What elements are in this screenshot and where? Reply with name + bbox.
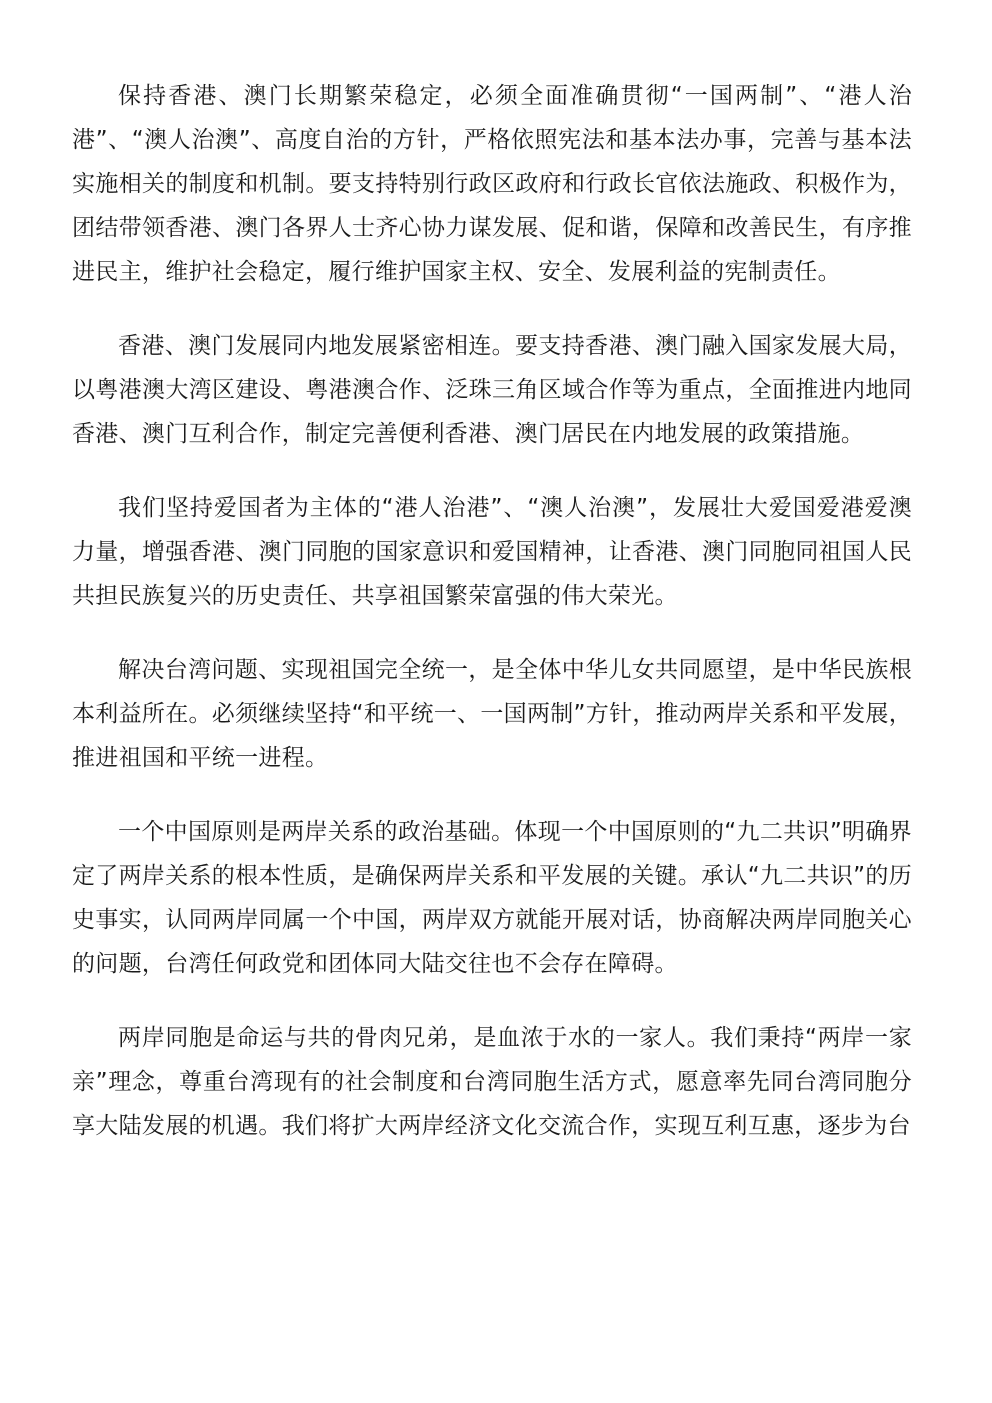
paragraph-taiwan-reunification: 解决台湾问题、实现祖国完全统一，是全体中华儿女共同愿望，是中华民族根本利益所在。必须继续坚持“和平统一、一国两制”方针，推动两岸关系和平发展，推进祖国和平统一进程。 [72, 657, 912, 771]
paragraph-hk-macao-stability: 保持香港、澳门长期繁荣稳定，必须全面准确贯彻“一国两制”、“港人治港”、“澳人治澳”、高度自治的方针，严格依照宪法和基本法办事，完善与基本法实施相关的制度和机制。要支持特别行政区政府和行政长官依法施政、积极作为，团结带领香港、澳门各界人士齐心协力谋发展、促和谐，保障和改善民生，有序推进民主，维护社会稳定，履行维护国家主权、安全、发展利益的宪制责任。 [72, 83, 912, 285]
paragraph-one-china-principle: 一个中国原则是两岸关系的政治基础。体现一个中国原则的“九二共识”明确界定了两岸关系的根本性质，是确保两岸关系和平发展的关键。承认“九二共识”的历史事实，认同两岸同属一个中国，两岸双方就能开展对话，协商解决两岸同胞关心的问题，台湾任何政党和团体同大陆交往也不会存在障碍。 [72, 819, 912, 977]
paragraph-patriots-governance: 我们坚持爱国者为主体的“港人治港”、“澳人治澳”，发展壮大爱国爱港爱澳力量，增强香港、澳门同胞的国家意识和爱国精神，让香港、澳门同胞同祖国人民共担民族复兴的历史责任、共享祖国繁荣富强的伟大荣光。 [72, 495, 912, 609]
paragraph-cross-strait-compatriots: 两岸同胞是命运与共的骨肉兄弟，是血浓于水的一家人。我们秉持“两岸一家亲”理念，尊重台湾现有的社会制度和台湾同胞生活方式，愿意率先同台湾同胞分享大陆发展的机遇。我们将扩大两岸经济文化交流合作，实现互利互惠，逐步为台 [72, 1025, 912, 1139]
paragraph-hk-macao-development: 香港、澳门发展同内地发展紧密相连。要支持香港、澳门融入国家发展大局，以粤港澳大湾区建设、粤港澳合作、泛珠三角区域合作等为重点，全面推进内地同香港、澳门互利合作，制定完善便利香港、澳门居民在内地发展的政策措施。 [72, 333, 912, 447]
